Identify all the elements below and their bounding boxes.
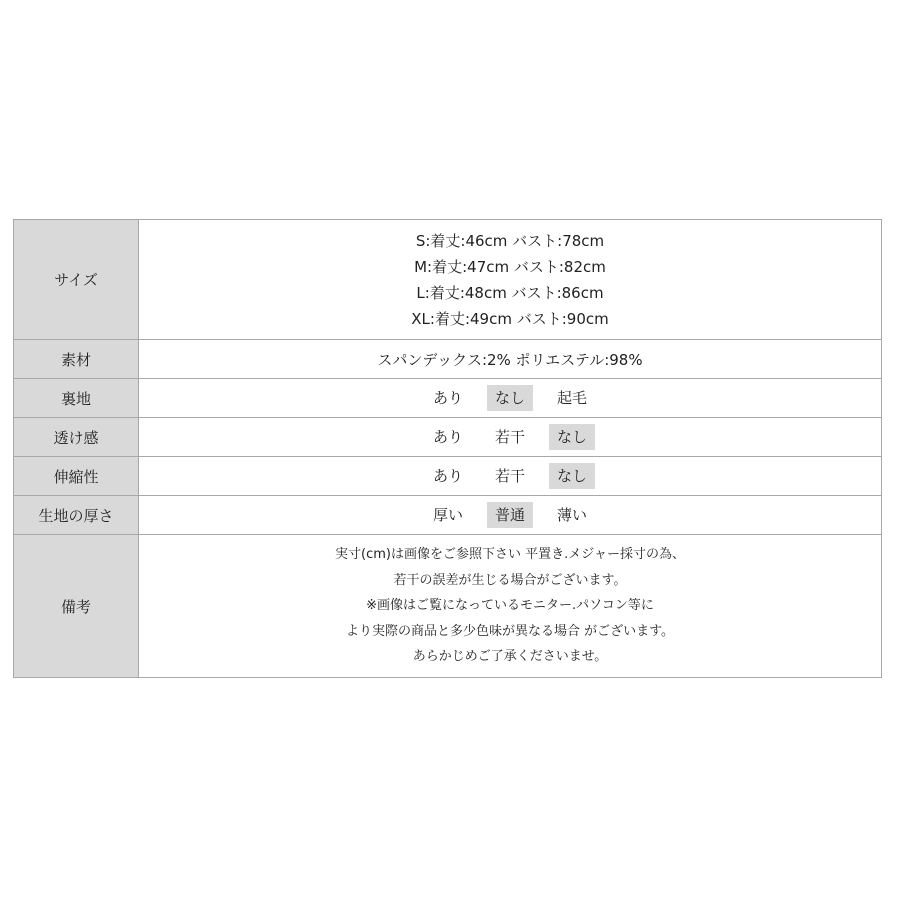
notes-row	[14, 535, 882, 678]
thickness-option-atsui: 厚い	[432, 506, 463, 524]
stretch-option-ari: あり	[432, 467, 463, 485]
stretch-option-jakkan: 若干	[494, 467, 525, 485]
sheerness-label: 透け感	[14, 418, 139, 457]
lining-options	[139, 379, 882, 418]
note-line-1: 実寸(cm)は画像をご参照下さい 平置き.メジャー採寸の為、	[335, 547, 685, 563]
note-line-4: より実際の商品と多少色味が異なる場合 がございます。	[345, 623, 675, 639]
thickness-option-futsuu: 普通	[487, 502, 533, 528]
size-line-xl: XL:着丈:49cm バスト:90cm	[411, 309, 609, 328]
sheerness-option-jakkan: 若干	[494, 428, 525, 446]
note-line-5: あらかじめご了承くださいませ。	[412, 649, 608, 665]
thickness-label: 生地の厚さ	[14, 496, 139, 535]
stretch-option-nashi: なし	[549, 463, 595, 489]
lining-option-nashi: なし	[487, 385, 533, 411]
size-line-l: L:着丈:48cm バスト:86cm	[416, 283, 604, 302]
stretch-row	[14, 457, 882, 496]
thickness-row	[14, 496, 882, 535]
size-line-m: M:着丈:47cm バスト:82cm	[414, 257, 606, 276]
sheerness-options	[139, 418, 882, 457]
material-value: スパンデックス:2% ポリエステル:98%	[139, 340, 882, 379]
notes-label: 備考	[14, 535, 139, 678]
size-values	[139, 220, 882, 340]
material-row	[14, 340, 882, 379]
lining-option-ari: あり	[432, 389, 463, 407]
stretch-options	[139, 457, 882, 496]
lining-option-kimou: 起毛	[557, 389, 588, 407]
size-line-s: S:着丈:46cm バスト:78cm	[415, 231, 605, 250]
note-line-3: ※画像はご覧になっているモニター.パソコン等に	[366, 598, 654, 614]
notes-text	[139, 535, 882, 678]
sheerness-row	[14, 418, 882, 457]
lining-row	[14, 379, 882, 418]
size-row	[14, 220, 882, 340]
product-spec-table	[13, 219, 882, 678]
lining-label: 裏地	[14, 379, 139, 418]
stretch-label: 伸縮性	[14, 457, 139, 496]
thickness-option-usui: 薄い	[557, 506, 588, 524]
sheerness-option-ari: あり	[432, 428, 463, 446]
sheerness-option-nashi: なし	[549, 424, 595, 450]
size-label: サイズ	[14, 220, 139, 340]
note-line-2: 若干の誤差が生じる場合がございます。	[393, 572, 627, 588]
material-label: 素材	[14, 340, 139, 379]
thickness-options	[139, 496, 882, 535]
